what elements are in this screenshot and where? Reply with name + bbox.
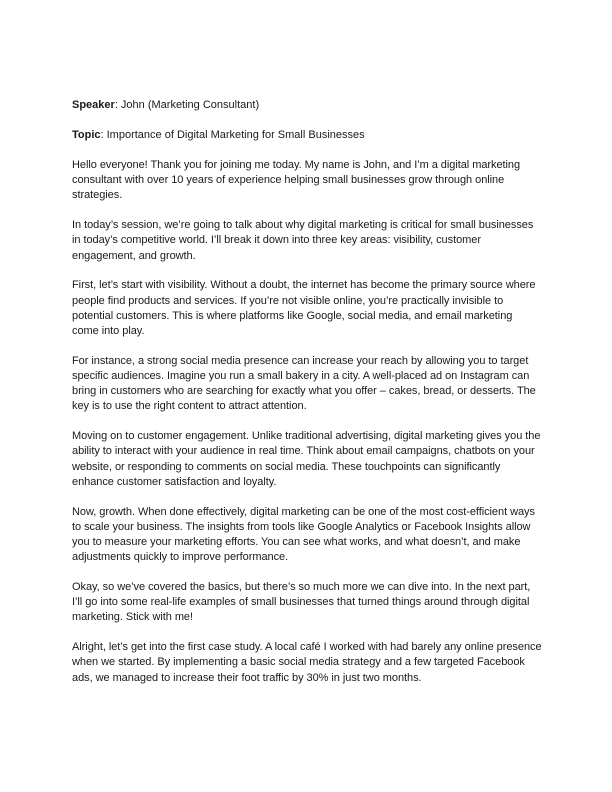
paragraph-visibility: First, let’s start with visibility. Without a doubt, the internet has become the primary source where people find products and services. If you’re not visible online, you’re practically invisible to potential customers. This is where platforms like Google, social media, and email marketing come into play. [72, 279, 536, 338]
topic-line [72, 128, 542, 143]
speaker-label: Speaker [72, 99, 115, 111]
paragraph-social-media-example: For instance, a strong social media presence can increase your reach by allowing you to target specific audiences. Imagine you run a small bakery in a city. A well-placed ad on Instagram can bring in customers who are searching for exactly what you offer – cakes, bread, or desserts. The key is to use the right content to attract attention. [72, 354, 536, 413]
speaker-line [72, 98, 542, 113]
paragraph-case-study: Alright, let’s get into the first case study. A local café I worked with had barely any online presence when we started. By implementing a basic social media strategy and a few targeted Facebook ads, we managed to increase their foot traffic by 30% in just two months. [72, 641, 542, 684]
paragraph-growth: Now, growth. When done effectively, digital marketing can be one of the most cost-efficient ways to scale your business. The insights from tools like Google Analytics or Facebook Insights allow you to measure your marketing efforts. You can see what works, and what doesn’t, and make adjustments quickly to improve performance. [72, 505, 535, 564]
paragraph-session-overview: In today’s session, we’re going to talk about why digital marketing is critical for small businesses in today’s competitive world. I’ll break it down into three key areas: visibility, customer engagement, and growth. [72, 219, 534, 262]
paragraph-transition: Okay, so we’ve covered the basics, but there’s so much more we can dive into. In the next part, I’ll go into some real-life examples of small businesses that turned things around through digital marketing. Stick with me! [72, 581, 531, 624]
document-page [72, 98, 542, 700]
topic-label: Topic [72, 129, 101, 141]
speaker-value: : John (Marketing Consultant) [114, 99, 260, 111]
paragraph-intro: Hello everyone! Thank you for joining me today. My name is John, and I’m a digital marketing consultant with over 10 years of experience helping small businesses grow through online strategies. [72, 159, 521, 202]
paragraph-customer-engagement: Moving on to customer engagement. Unlike traditional advertising, digital marketing gives you the ability to interact with your audience in real time. Think about email campaigns, chatbots on your website, or responding to comments on social media. These touchpoints can significantly enhance customer satisfaction and loyalty. [72, 430, 541, 488]
topic-value: : Importance of Digital Marketing for Small Businesses [100, 129, 365, 141]
